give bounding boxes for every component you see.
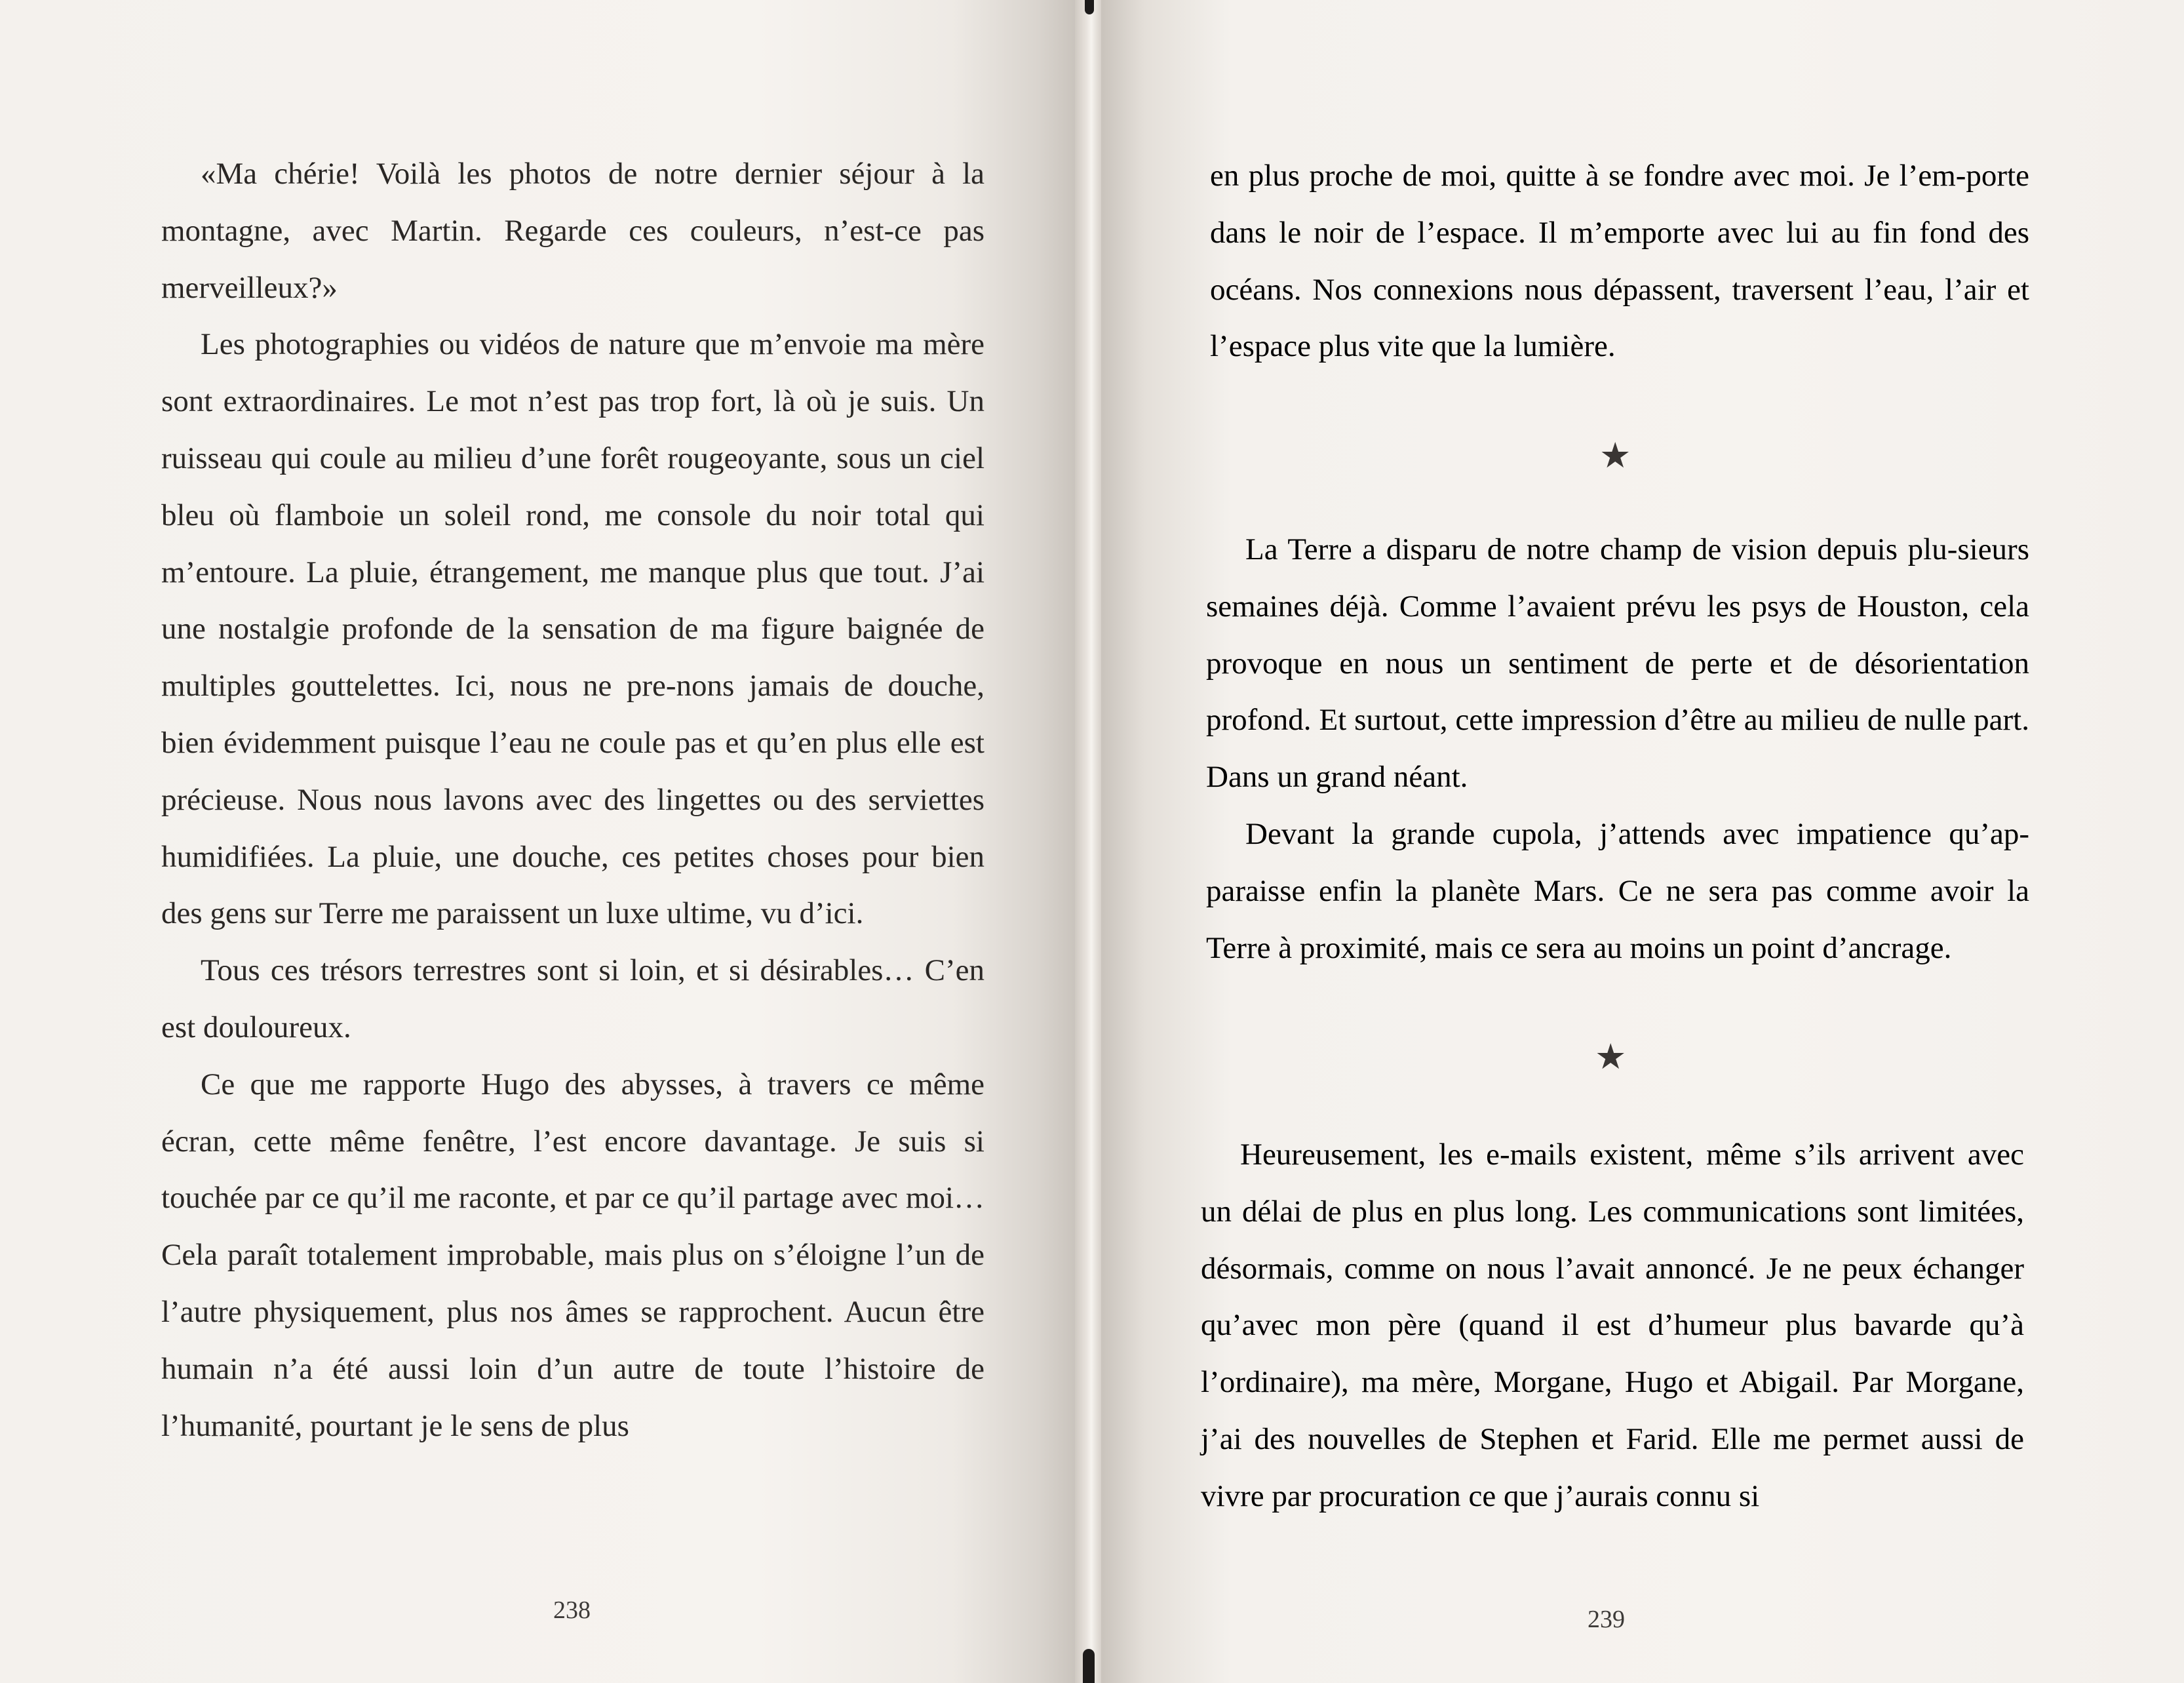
paragraph-cupola-mars: Devant la grande cupola, j’attends avec impatience qu’ap-paraisse enfin la planète Mars. Ce ne sera pas comme avoir la Terre à proximité, mais ce sera au moins un point d’ancrage. [1206,816,2029,965]
page-number-left: 238 [553,1596,591,1624]
section-separator-star-icon: ★ [1599,435,1631,476]
paragraph-letter-quote: «Ma chérie! Voilà les photos de notre dernier séjour à la montagne, avec Martin. Regarde ces couleurs, n’est-ce pas merveilleux?» [161,157,985,305]
paragraph-nature-photos: Les photographies ou vidéos de nature que m’envoie ma mère sont extraordinaires. Le mot n’est pas trop fort, là où je suis. Un ruisseau qui coule au milieu d’une forêt rougeoyante, sous un ciel bleu où flamboie un soleil rond, me console du noir total qui m’entoure. La pluie, étrangement, me manque plus que tout. J’ai une nostalgie profonde de la sensation de ma figure baignée de multiples gouttelettes. Ici, nous ne pre-nons jamais de douche, bien évidemment puisque l’eau ne coule pas et qu’en plus elle est précieuse. Nous nous lavons avec des lingettes ou des serviettes humidifiées. La pluie, une douche, ces petites choses pour bien des gens sur Terre me paraissent un luxe ultime, vu d’ici. [161,327,985,931]
page-number-right: 239 [1588,1606,1625,1633]
paragraph-hugo-abysses: Ce que me rapporte Hugo des abysses, à travers ce même écran, cette même fenêtre, l’est encore davantage. Je suis si touchée par ce qu’il me raconte, et par ce qu’il partage avec moi… Cela paraît totalement improbable, mais plus on s’éloigne l’un de l’autre physiquement, plus nos âmes se rapprochent. Aucun être humain n’a été aussi loin d’un autre de toute l’histoire de l’humanité, pourtant je le sens de plus [161,1067,985,1443]
right-section-earth-disappeared [1206,521,2029,976]
right-section-emails [1201,1126,2024,1525]
section-separator-star-icon: ★ [1595,1036,1627,1077]
left-page-text [161,146,985,1454]
paragraph-continuation: en plus proche de moi, quitte à se fondre avec moi. Je l’em-porte dans le noir de l’espace. Il m’emporte avec lui au fin fond des océans. Nos connexions nous dépassent, traversent l’eau, l’air et l’espace plus vite que la lumière. [1210,159,2029,364]
paragraph-earth-disappeared: La Terre a disparu de notre champ de vision depuis plu-sieurs semaines déjà. Comme l’avaient prévu les psys de Houston, cela provoque en nous un sentiment de perte et de désorientation profond. Et surtout, cette impression d’être au milieu de nulle part. Dans un grand néant. [1206,532,2029,795]
right-section-continuation [1210,148,2029,375]
spine-shadow-bottom [1083,1649,1095,1683]
paragraph-emails: Heureusement, les e-mails existent, même s’ils arrivent avec un délai de plus en plus long. Les communications sont limitées, désormais, comme on nous l’avait annoncé. Je ne peux échanger qu’avec mon père (quand il est d’humeur plus bavarde qu’à l’ordinaire), ma mère, Morgane, Hugo et Abigail. Par Morgane, j’ai des nouvelles de Stephen et Farid. Elle me permet aussi de vivre par procuration ce que j’aurais connu si [1201,1138,2024,1513]
left-page [0,0,1082,1683]
spine-shadow-top [1085,0,1094,14]
paragraph-earthly-treasures: Tous ces trésors terrestres sont si loin, et si désirables… C’en est douloureux. [161,953,985,1044]
